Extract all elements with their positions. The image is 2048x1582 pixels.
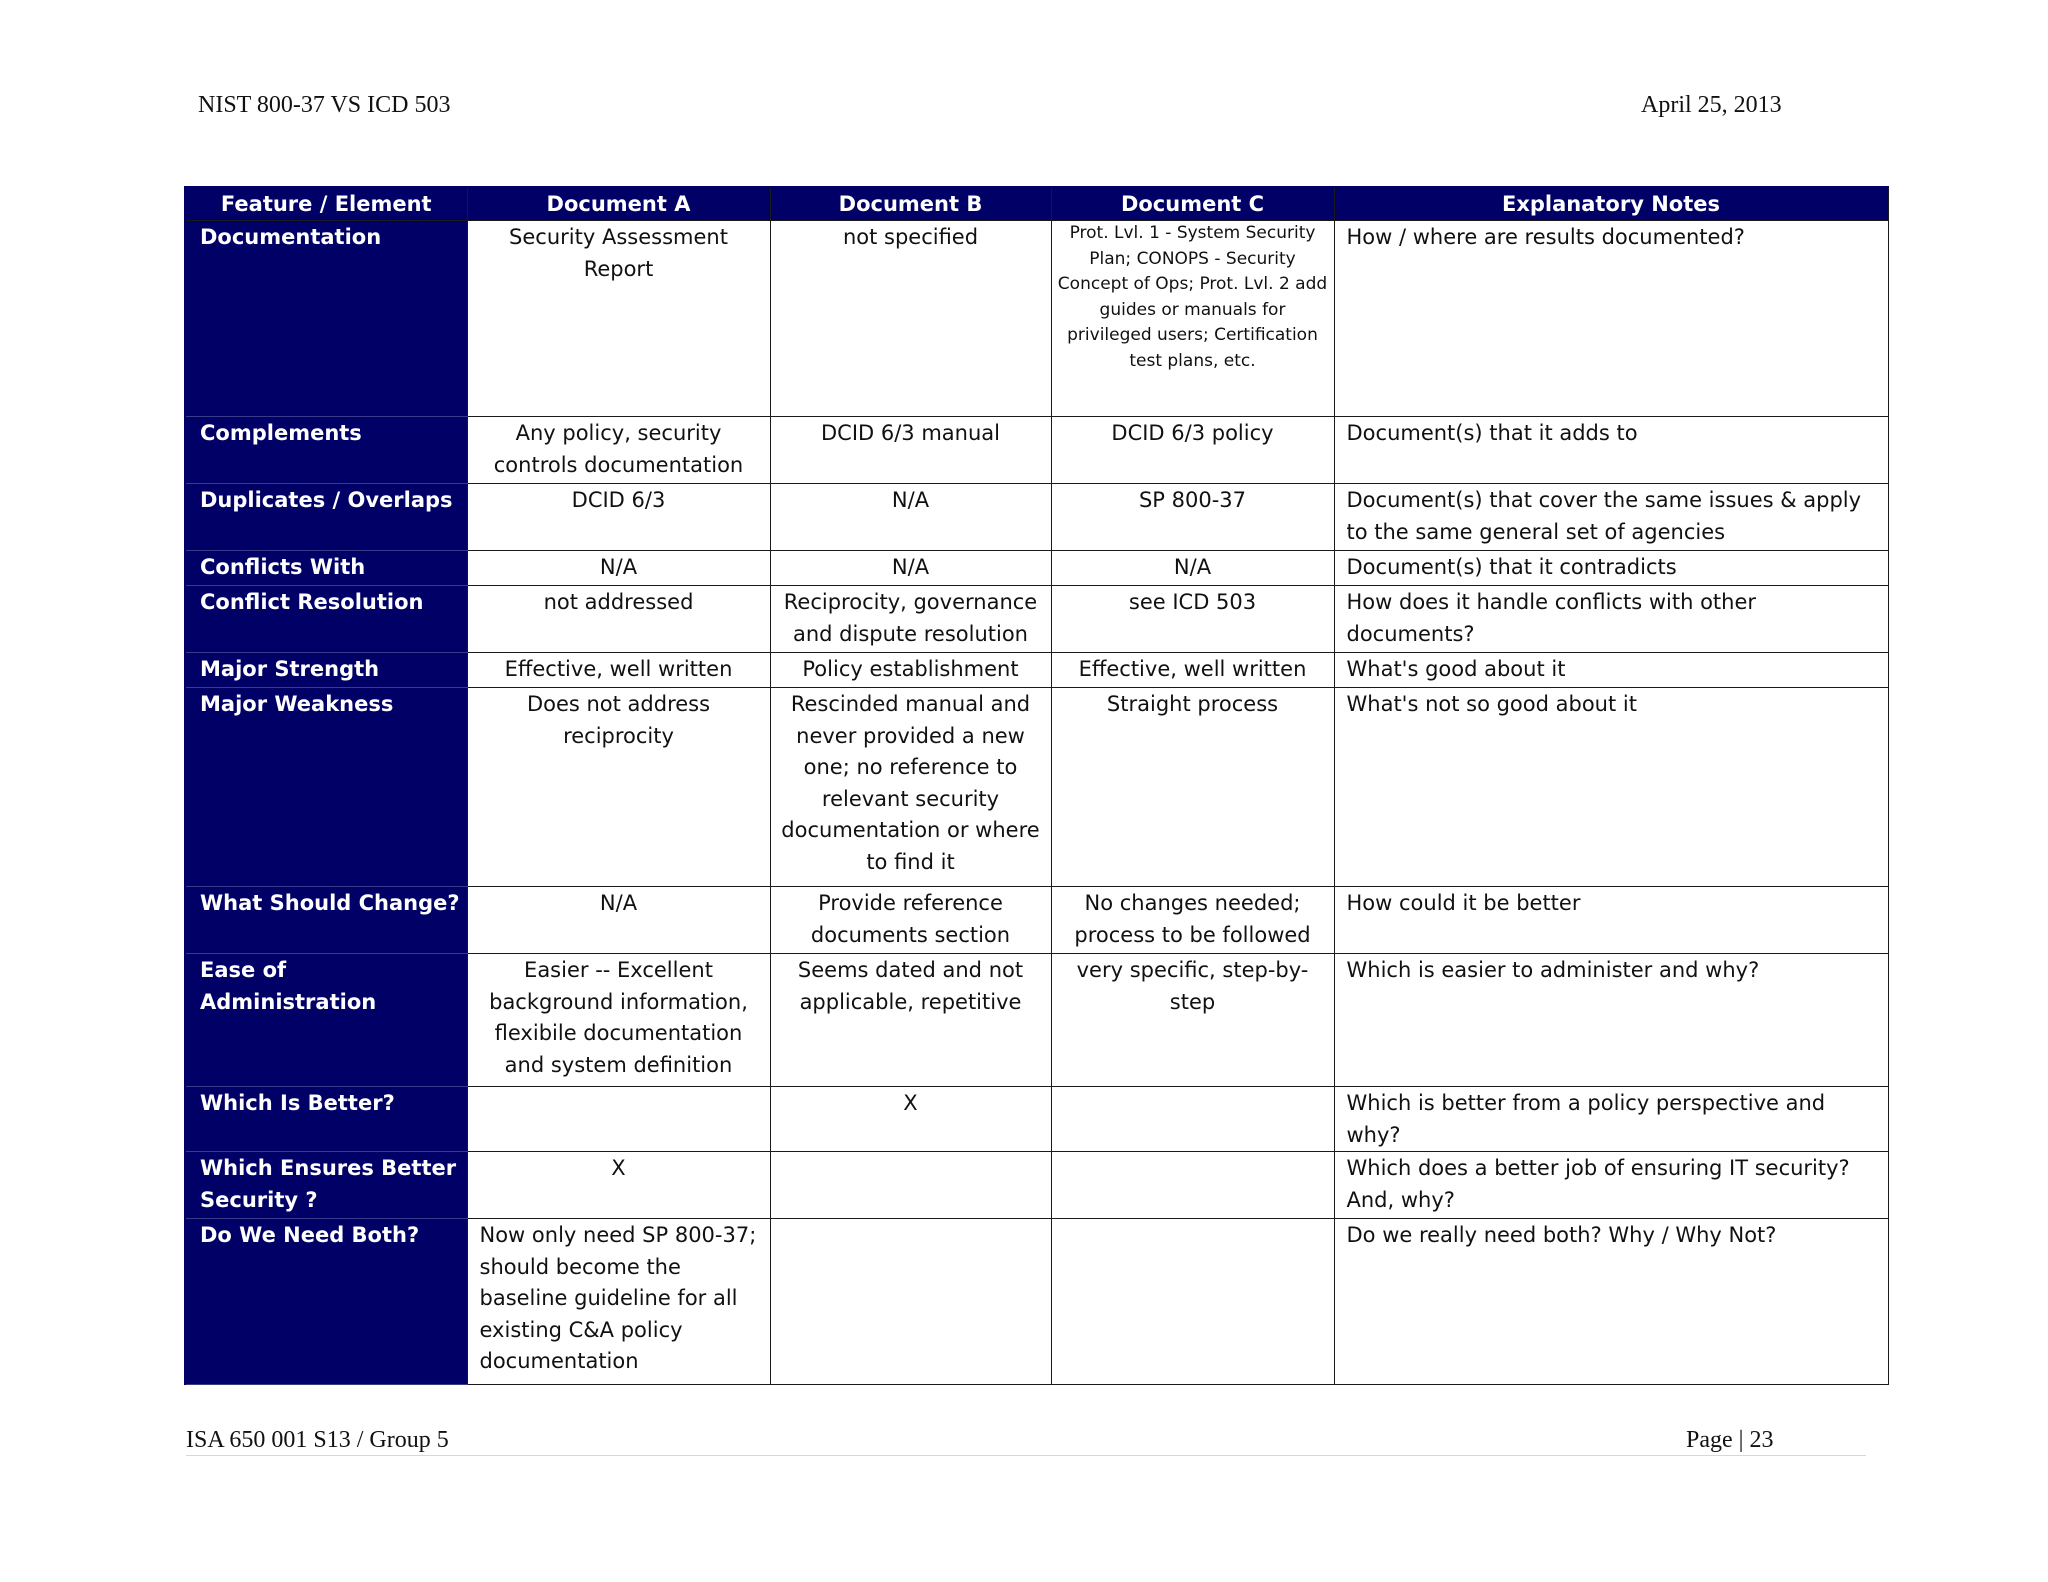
document-a-cell: not addressed (467, 586, 770, 653)
comparison-table (184, 186, 1889, 1385)
document-b-cell: N/A (770, 484, 1051, 551)
feature-cell: Conflict Resolution (185, 586, 467, 653)
feature-cell: Major Weakness (185, 688, 467, 887)
page-number: Page | 23 (1686, 1427, 1774, 1453)
feature-cell: Documentation (185, 221, 467, 417)
notes-cell: What's good about it (1334, 653, 1888, 688)
document-c-cell: No changes needed; process to be followed (1051, 887, 1334, 954)
feature-cell: Ease of Administration (185, 954, 467, 1087)
document-b-cell: Provide reference documents section (770, 887, 1051, 954)
feature-cell: Conflicts With (185, 551, 467, 586)
column-header-document-b: Document B (770, 187, 1051, 221)
document-c-cell (1051, 1087, 1334, 1152)
notes-cell: Document(s) that it adds to (1334, 417, 1888, 484)
document-b-cell: DCID 6/3 manual (770, 417, 1051, 484)
notes-cell: How / where are results documented? (1334, 221, 1888, 417)
document-c-cell: Straight process (1051, 688, 1334, 887)
document-c-cell: N/A (1051, 551, 1334, 586)
document-c-cell: see ICD 503 (1051, 586, 1334, 653)
column-header-feature: Feature / Element (185, 187, 467, 221)
document-b-cell: Seems dated and not applicable, repetitive (770, 954, 1051, 1087)
document-a-cell: N/A (467, 551, 770, 586)
notes-cell: Which is better from a policy perspective and why? (1334, 1087, 1888, 1152)
document-a-cell: Security Assessment Report (467, 221, 770, 417)
document-b-cell: X (770, 1087, 1051, 1152)
document-a-cell: Easier -- Excellent background information, flexibile documentation and system definition (467, 954, 770, 1087)
document-a-cell: Now only need SP 800-37; should become the baseline guideline for all existing C&A policy documentation (467, 1219, 770, 1385)
document-a-cell (467, 1087, 770, 1152)
table-row (185, 1219, 1888, 1385)
notes-cell: How could it be better (1334, 887, 1888, 954)
document-c-cell: very specific, step-by-step (1051, 954, 1334, 1087)
document-b-cell: Reciprocity, governance and dispute resolution (770, 586, 1051, 653)
notes-cell: Which does a better job of ensuring IT security? And, why? (1334, 1152, 1888, 1219)
table-header-row (185, 187, 1888, 221)
notes-cell: How does it handle conflicts with other documents? (1334, 586, 1888, 653)
feature-cell: Which Is Better? (185, 1087, 467, 1152)
document-a-cell: DCID 6/3 (467, 484, 770, 551)
document-b-cell: N/A (770, 551, 1051, 586)
feature-cell: Major Strength (185, 653, 467, 688)
document-b-cell: Policy establishment (770, 653, 1051, 688)
document-b-cell: Rescinded manual and never provided a new one; no reference to relevant security documentation or where to find it (770, 688, 1051, 887)
document-c-cell (1051, 1219, 1334, 1385)
table-row (185, 688, 1888, 887)
column-header-document-c: Document C (1051, 187, 1334, 221)
table-row (185, 586, 1888, 653)
document-a-cell: Any policy, security controls documentation (467, 417, 770, 484)
document-c-cell: Effective, well written (1051, 653, 1334, 688)
document-title: NIST 800-37 VS ICD 503 (198, 92, 451, 118)
footer-course: ISA 650 001 S13 / Group 5 (186, 1427, 449, 1453)
document-a-cell: Does not address reciprocity (467, 688, 770, 887)
notes-cell: Document(s) that cover the same issues & apply to the same general set of agencies (1334, 484, 1888, 551)
document-a-cell: N/A (467, 887, 770, 954)
table-row (185, 1087, 1888, 1152)
feature-cell: What Should Change? (185, 887, 467, 954)
table-row (185, 954, 1888, 1087)
feature-cell: Do We Need Both? (185, 1219, 467, 1385)
table-row (185, 887, 1888, 954)
document-b-cell (770, 1152, 1051, 1219)
table-row (185, 551, 1888, 586)
document-a-cell: X (467, 1152, 770, 1219)
notes-cell: Do we really need both? Why / Why Not? (1334, 1219, 1888, 1385)
feature-cell: Complements (185, 417, 467, 484)
table-row (185, 417, 1888, 484)
feature-cell: Which Ensures Better Security ? (185, 1152, 467, 1219)
document-date: April 25, 2013 (1641, 92, 1782, 118)
notes-cell: Document(s) that it contradicts (1334, 551, 1888, 586)
footer-divider (186, 1455, 1866, 1456)
column-header-explanatory-notes: Explanatory Notes (1334, 187, 1888, 221)
table-row (185, 653, 1888, 688)
notes-cell: What's not so good about it (1334, 688, 1888, 887)
document-b-cell: not specified (770, 221, 1051, 417)
document-c-cell (1051, 1152, 1334, 1219)
column-header-document-a: Document A (467, 187, 770, 221)
table-row (185, 484, 1888, 551)
document-a-cell: Effective, well written (467, 653, 770, 688)
document-b-cell (770, 1219, 1051, 1385)
document-c-cell: SP 800-37 (1051, 484, 1334, 551)
document-c-cell: DCID 6/3 policy (1051, 417, 1334, 484)
notes-cell: Which is easier to administer and why? (1334, 954, 1888, 1087)
table-row (185, 1152, 1888, 1219)
document-c-cell: Prot. Lvl. 1 - System Security Plan; CONOPS - Security Concept of Ops; Prot. Lvl. 2 add guides or manuals for privileged users; Certification test plans, etc. (1051, 221, 1334, 417)
feature-cell: Duplicates / Overlaps (185, 484, 467, 551)
table-row (185, 221, 1888, 417)
